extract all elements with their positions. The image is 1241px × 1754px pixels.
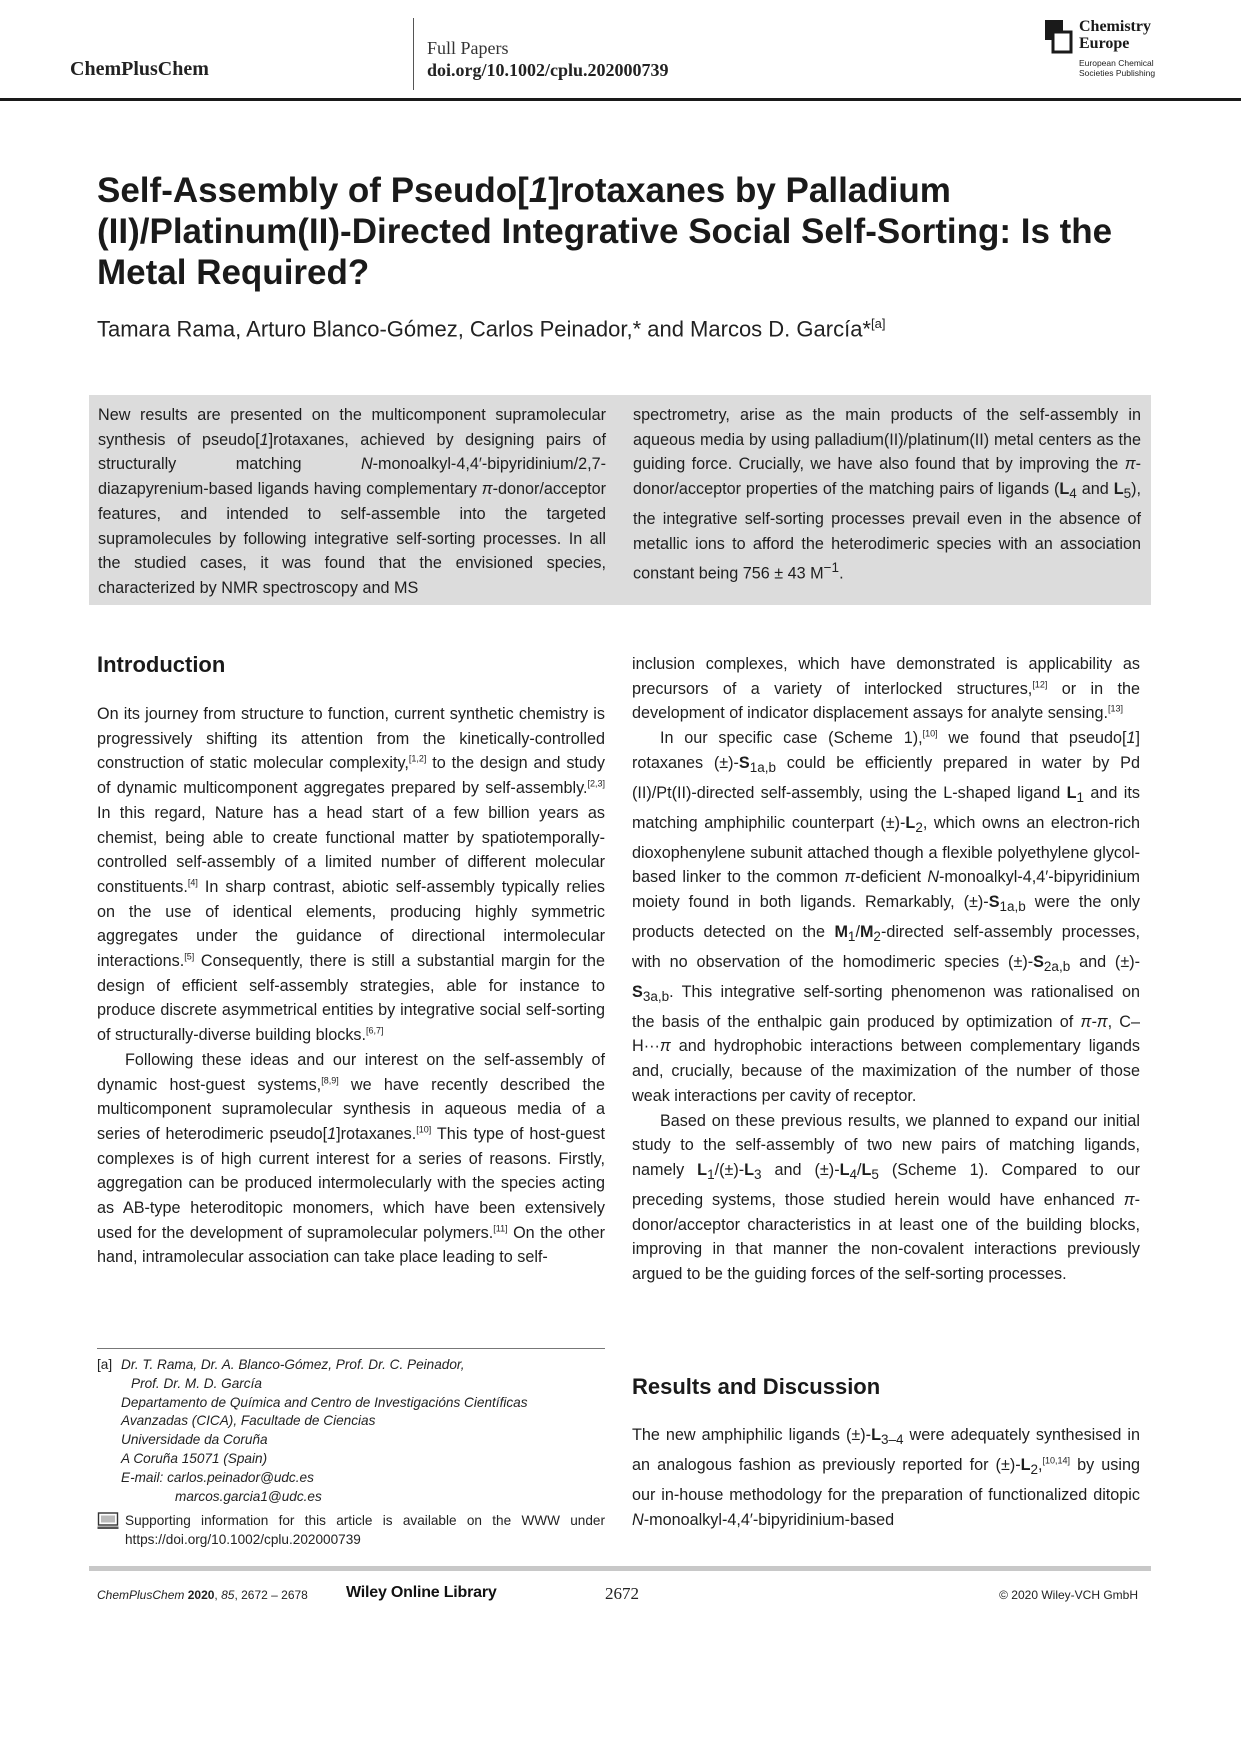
body-text: and hydrophobic interactions between complementary ligands and, crucially, because of the maximization of the number of those weak interactions per cavity of receptor.: [632, 1037, 1140, 1105]
citation[interactable]: [10]: [416, 1124, 432, 1135]
compound-label: S: [738, 753, 750, 772]
abs-text: New results are presented on the multicomponent supramolecular synthesis of pseudo[: [98, 406, 606, 449]
body-text: -monoalkyl-4,4′-bipyridinium moiety found in both ligands. Remarkably, (±)-: [632, 868, 1140, 912]
right-paragraph-2: [632, 726, 1140, 1108]
affiliation-mark: [a]: [871, 316, 886, 331]
body-text: /: [855, 922, 860, 941]
body-text: and (±)-: [761, 1161, 840, 1179]
body-text: Consequently, there is still a substantial margin for the design of efficient self-assembly strategies, able for instance to produce discrete asymmetrical entities by integrative social self-sorting of structurally-diverse building blocks.: [97, 952, 605, 1045]
article-type: Full Papers: [427, 38, 509, 58]
section-heading-results: Results and Discussion: [632, 1374, 881, 1399]
compound-sub: 1a,b: [999, 899, 1026, 915]
ligand-label: L: [697, 1161, 708, 1179]
footer-journal: ChemPlusChem: [97, 1588, 185, 1602]
body-text: Based on these previous results, we planned to expand our initial study to the self-assembly of two new pairs of matching ligands, namely: [632, 1111, 1140, 1179]
body-text: and its matching amphiphilic counterpart (±)-: [632, 783, 1140, 832]
body-text: On the other hand, intramolecular association can take place leading to self-: [97, 1223, 605, 1267]
abstract-paragraph-left: [98, 403, 606, 601]
citation[interactable]: [6,7]: [366, 1025, 384, 1036]
ligand-sub: 4: [1069, 486, 1077, 502]
body-text: This type of host-guest complexes is of high current interest for a series of reasons. Firstly, aggregation can be produced intermolecularly with the species acting as AB-type heteroditopic monomers, which have been extensively used for the development of supramolecular polymers.: [97, 1124, 605, 1242]
body-text: -monoalkyl-4,4′-bipyridinium-based: [643, 1510, 895, 1529]
abs-text: -monoalkyl-4,4′-bipyridinium/2,7-diazapyrenium-based ligands having complementary: [98, 455, 606, 499]
body-text: were adequately synthesised in an analogous fashion as previously reported for (±)-: [632, 1426, 1140, 1474]
abs-italic: π: [1124, 455, 1136, 474]
abs-text: ]rotaxanes, achieved by designing pairs of structurally matching: [98, 430, 606, 474]
footer-pages: , 2672 – 2678: [234, 1588, 308, 1602]
footnote-rule: [97, 1348, 605, 1349]
compound-sub: 2a,b: [1043, 959, 1071, 975]
body-text: On its journey from structure to function, current synthetic chemistry is progressively shifting its attention from the kinetically-controlled construction of static molecular complexity,: [97, 705, 605, 773]
body-italic: π: [844, 868, 856, 887]
title-italic: 1: [528, 171, 549, 210]
footnote-line: Avanzadas (CICA), Facultade de Ciencias: [121, 1413, 376, 1429]
exponent: −1: [823, 560, 840, 576]
abstract-column-right: [633, 403, 1141, 587]
body-italic: N: [632, 1510, 644, 1529]
body-text: were the only products detected on the: [632, 893, 1141, 941]
header-divider: [413, 18, 414, 90]
email-link[interactable]: E-mail: carlos.peinador@udc.es: [121, 1469, 314, 1485]
right-paragraph-3: [632, 1109, 1140, 1287]
metal-sub: 2: [873, 929, 881, 945]
copyright: © 2020 Wiley-VCH GmbH: [999, 1588, 1138, 1602]
body-text: In our specific case (Scheme 1),: [660, 729, 923, 748]
body-text: In sharp contrast, abiotic self-assembly typically relies on the use of identical elements, producing highly symmetric aggregates under the guidance of directional intermolecular interactions.: [97, 877, 605, 971]
ligand-sub: 1: [707, 1167, 715, 1183]
footer-volume: 85: [221, 1588, 235, 1602]
publisher-name: [1079, 18, 1151, 52]
results-body: [632, 1423, 1140, 1532]
citation[interactable]: [13]: [1108, 704, 1124, 715]
metal-label: M: [834, 922, 848, 941]
body-text: inclusion complexes, which have demonstrated is applicability as precursors of a variety of interlocked structures,: [632, 655, 1140, 698]
publisher-subtitle: [1079, 58, 1155, 78]
abs-text: ), the integrative self-sorting processes prevail even in the absence of metallic ions to afford the heterodimeric species with an association constant being 756 ± 43 M: [633, 480, 1141, 583]
ligand-sub: 2: [1030, 1462, 1039, 1478]
footer-citation: ChemPlusChem 2020, 85, 2672 – 2678: [97, 1588, 308, 1602]
results-paragraph-1: [632, 1423, 1140, 1532]
footnote-line: Universidade da Coruña: [121, 1432, 268, 1448]
ligand-label: L: [1066, 783, 1077, 802]
abstract-box: [89, 395, 1151, 605]
publisher-name-line-1: Chemistry: [1079, 18, 1151, 35]
compound-label: S: [632, 982, 643, 1001]
right-paragraph-1: [632, 652, 1140, 726]
footnote-line: Departamento de Química and Centro de Investigacións Científicas: [121, 1394, 528, 1410]
chemistry-europe-logo: [1045, 18, 1175, 80]
metal-label: M: [859, 922, 874, 941]
right-column-body: [632, 652, 1140, 1287]
ligand-sub: 3–4: [880, 1432, 904, 1448]
body-italic: π: [1123, 1190, 1135, 1209]
title-part-1: Self-Assembly of Pseudo[: [97, 171, 529, 210]
publisher-sub-line-2: Societies Publishing: [1079, 68, 1156, 78]
compound-label: S: [1033, 952, 1044, 971]
footer-rule: [89, 1566, 1151, 1571]
body-text: ] rotaxanes (±)-: [632, 729, 1141, 772]
supporting-info-text[interactable]: Supporting information for this article is available on the WWW under https://doi.org/10.1002/cplu.202000739: [125, 1513, 605, 1547]
body-italic: N: [927, 868, 940, 887]
footnote-mark: [a]: [97, 1357, 113, 1372]
body-text: and (±)-: [1070, 952, 1140, 971]
body-text: to the design and study of dynamic multicomponent aggregates prepared by self-assembly.: [97, 754, 606, 798]
body-italic: π: [659, 1037, 671, 1056]
compound-sub: 3a,b: [642, 989, 670, 1005]
citation[interactable]: [10]: [922, 728, 938, 739]
body-text: -donor/acceptor characteristics in at least one of the building blocks, improving in that manner the non-covalent interactions previously argued to be the guiding forces of the self-sorting processes.: [632, 1190, 1140, 1284]
ligand-sub: 5: [1123, 486, 1132, 502]
footnote-line: Prof. Dr. M. D. García: [131, 1375, 262, 1391]
citation[interactable]: [12]: [1032, 679, 1048, 690]
page-number: 2672: [605, 1584, 639, 1603]
introduction-body: [97, 702, 605, 1270]
body-italic: π-π: [1080, 1012, 1108, 1031]
abs-text: -donor/acceptor features, and intended to self-assemble into the targeted supramolecules by following integrative self-sorting processes. In all the studied cases, it was found that the envisioned species, characterized by NMR spectroscopy and MS: [98, 480, 606, 597]
footnote-line: A Coruña 15071 (Spain): [121, 1450, 268, 1466]
email-link[interactable]: marcos.garcia1@udc.es: [175, 1488, 322, 1504]
authors-text: Tamara Rama, Arturo Blanco-Gómez, Carlos Peinador,* and Marcos D. García*: [97, 316, 871, 342]
citation[interactable]: [5]: [184, 951, 195, 962]
body-text: ,: [1038, 1455, 1043, 1474]
footnote-body: [121, 1356, 605, 1506]
abstract-column-left: [98, 403, 606, 601]
body-text: -directed self-assembly processes, with no observation of the homodimeric species (±)-: [632, 922, 1141, 971]
body-text: Following these ideas and our interest on the self-assembly of dynamic host-guest systems,: [97, 1050, 605, 1094]
compound-label: S: [988, 893, 1000, 912]
ligand-label: L: [861, 1161, 872, 1179]
body-text: , which owns an electron-rich dioxophenylene subunit attached though a flexible polyethylene glycol-based linker to the common: [632, 813, 1140, 887]
body-text: (Scheme 1). Compared to our preceding systems, those studied herein would have enhanced: [632, 1161, 1140, 1209]
publisher-sub-line-1: European Chemical: [1079, 58, 1154, 68]
intro-paragraph-2: [97, 1048, 605, 1270]
body-text: by using our in-house methodology for the preparation of functionalized ditopic: [632, 1455, 1140, 1504]
citation[interactable]: [11]: [493, 1223, 508, 1234]
citation[interactable]: [10,14]: [1042, 1455, 1071, 1466]
header-rule: [0, 98, 1241, 101]
section-heading-introduction: Introduction: [97, 652, 226, 677]
ligand-label: L: [871, 1426, 881, 1444]
abs-text: -donor/acceptor properties of the matching pairs of ligands (: [633, 455, 1141, 499]
body-text: In this regard, Nature has a head start of a few billion years as chemist, being able to create functional matter by spatiotemporally-controlled self-assembly of a limited number of different molecular constituents.: [97, 803, 605, 896]
wiley-online-library-link[interactable]: Wiley Online Library: [346, 1584, 497, 1601]
body-italic: 1: [327, 1124, 337, 1143]
ligand-label: L: [1020, 1455, 1031, 1474]
footer-year: 2020: [187, 1588, 215, 1602]
abs-italic: N: [360, 455, 373, 474]
ligand-label: L: [1113, 480, 1124, 499]
abstract-paragraph-right: [633, 403, 1141, 587]
ligand-label: L: [744, 1161, 755, 1179]
ligand-sub: 5: [871, 1167, 879, 1183]
abs-text: spectrometry, arise as the main products of the self-assembly in aqueous media by using palladium(II)/platinum(II) metal centers as the guiding force. Crucially, we have also found that by improving the: [633, 406, 1141, 474]
abs-italic: π: [481, 480, 493, 499]
citation[interactable]: [4]: [187, 877, 198, 888]
citation[interactable]: [1,2]: [408, 754, 427, 765]
metal-sub: 1: [847, 929, 856, 945]
article-title: [97, 170, 1157, 293]
body-text: ]rotaxanes.: [336, 1124, 417, 1143]
ligand-sub: 2: [915, 819, 923, 835]
supporting-info-note: [97, 1512, 605, 1550]
body-text: . This integrative self-sorting phenomenon was rationalised on the basis of the enthalpic gain produced by optimization of: [632, 982, 1140, 1031]
ligand-sub: 4: [849, 1167, 857, 1183]
ligand-sub: 1: [1076, 789, 1085, 805]
ligand-label: L: [839, 1161, 850, 1179]
compound-sub: 1a,b: [749, 760, 777, 776]
abs-text: .: [839, 564, 844, 583]
body-text: , C–H···: [632, 1012, 1140, 1056]
title-part-2: ]rotaxanes by Palladium (II)/Platinum(II)-Directed Integrative Social Self-Sorting: Is the Metal Required?: [97, 171, 1113, 292]
computer-monitor-icon: [97, 1512, 119, 1530]
ligand-label: L: [905, 813, 916, 832]
body-text: could be efficiently prepared in water by Pd (II)/Pt(II)-directed self-assembly, using the L-shaped ligand: [632, 753, 1140, 802]
body-text: -deficient: [855, 868, 928, 887]
body-text: or in the development of indicator displacement assays for analyte sensing.: [632, 679, 1140, 723]
body-text: /: [857, 1161, 862, 1179]
body-text: The new amphiphilic ligands (±)-: [632, 1426, 872, 1444]
citation[interactable]: [2,3]: [587, 778, 605, 789]
abs-italic: 1: [259, 430, 269, 449]
footnote-line: Dr. T. Rama, Dr. A. Blanco-Gómez, Prof. Dr. C. Peinador,: [121, 1357, 465, 1372]
affiliation-footnote: [97, 1356, 605, 1506]
citation[interactable]: [8,9]: [321, 1075, 339, 1086]
body-text: /(±)-: [714, 1161, 745, 1179]
abs-text: and: [1076, 480, 1114, 499]
body-italic: 1: [1126, 729, 1136, 748]
publisher-logo-icon: [1045, 20, 1073, 54]
body-text: we have recently described the multicomponent supramolecular synthesis in aqueous media of a series of heterodimeric pseudo[: [97, 1075, 606, 1143]
author-list: [97, 316, 885, 342]
body-text: we found that pseudo[: [937, 729, 1127, 748]
ligand-label: L: [1059, 480, 1070, 499]
ligand-sub: 3: [754, 1167, 762, 1183]
journal-name: ChemPlusChem: [70, 58, 209, 80]
intro-paragraph-1: [97, 702, 605, 1048]
doi-link[interactable]: doi.org/10.1002/cplu.202000739: [427, 60, 669, 80]
publisher-name-line-2: Europe: [1079, 35, 1130, 52]
